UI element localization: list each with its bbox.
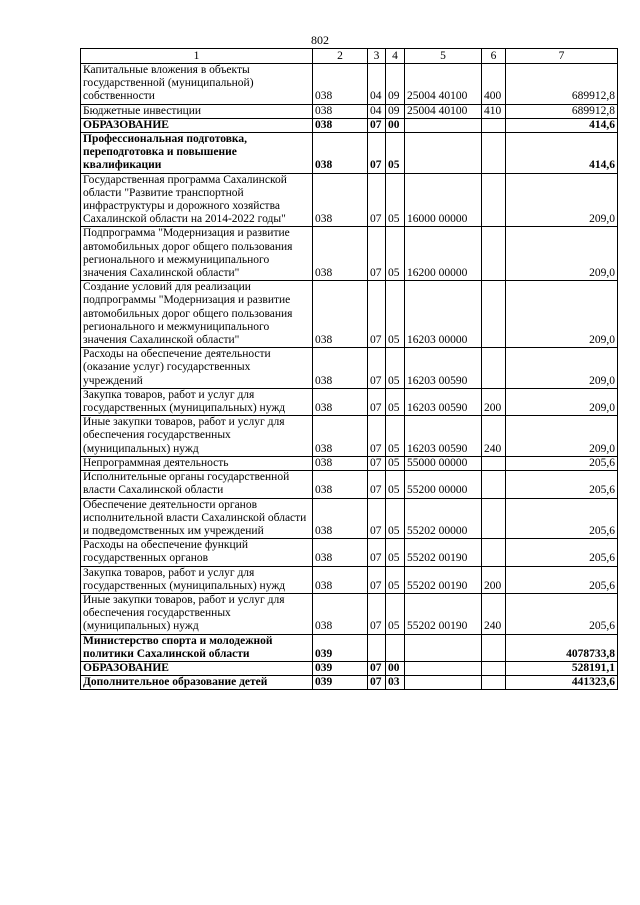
row-target-article xyxy=(405,634,482,661)
row-subsection: 05 xyxy=(386,471,405,498)
row-expense-type: 410 xyxy=(482,104,506,118)
row-expense-type xyxy=(482,118,506,132)
row-amount: 205,6 xyxy=(506,566,618,593)
row-subsection: 09 xyxy=(386,64,405,105)
row-name: Исполнительные органы государственной власти Сахалинской области xyxy=(81,471,313,498)
row-expense-type: 200 xyxy=(482,388,506,415)
row-subsection: 05 xyxy=(386,566,405,593)
row-subsection: 09 xyxy=(386,104,405,118)
row-code: 039 xyxy=(313,661,368,675)
row-target-article: 16203 00590 xyxy=(405,348,482,389)
row-expense-type: 240 xyxy=(482,416,506,457)
row-section: 07 xyxy=(368,388,386,415)
row-amount: 205,6 xyxy=(506,498,618,539)
table-row xyxy=(81,173,618,227)
row-subsection: 05 xyxy=(386,593,405,634)
row-amount: 528191,1 xyxy=(506,661,618,675)
row-amount: 4078733,8 xyxy=(506,634,618,661)
row-amount: 441323,6 xyxy=(506,676,618,690)
row-code: 038 xyxy=(313,133,368,174)
row-subsection: 03 xyxy=(386,676,405,690)
row-subsection: 05 xyxy=(386,456,405,470)
row-subsection: 05 xyxy=(386,416,405,457)
table-row xyxy=(81,498,618,539)
row-name: Расходы на обеспечение функций государственных органов xyxy=(81,539,313,566)
row-subsection: 05 xyxy=(386,539,405,566)
row-target-article: 16200 00000 xyxy=(405,227,482,281)
row-expense-type xyxy=(482,661,506,675)
row-name: Министерство спорта и молодежной политики Сахалинской области xyxy=(81,634,313,661)
row-target-article: 55202 00190 xyxy=(405,566,482,593)
row-target-article: 16203 00000 xyxy=(405,281,482,348)
row-code: 038 xyxy=(313,498,368,539)
row-section: 07 xyxy=(368,676,386,690)
row-code: 038 xyxy=(313,227,368,281)
row-name: Расходы на обеспечение деятельности (оказание услуг) государственных учреждений xyxy=(81,348,313,389)
row-subsection xyxy=(386,634,405,661)
row-expense-type xyxy=(482,348,506,389)
budget-table xyxy=(80,48,618,690)
header-col-3: 3 xyxy=(368,49,386,64)
row-expense-type xyxy=(482,456,506,470)
row-expense-type xyxy=(482,133,506,174)
row-section: 04 xyxy=(368,64,386,105)
table-row xyxy=(81,227,618,281)
row-target-article: 55200 00000 xyxy=(405,471,482,498)
row-expense-type xyxy=(482,676,506,690)
header-col-7: 7 xyxy=(506,49,618,64)
row-target-article: 55202 00000 xyxy=(405,498,482,539)
row-section: 04 xyxy=(368,104,386,118)
table-row xyxy=(81,348,618,389)
row-section: 07 xyxy=(368,456,386,470)
row-section: 07 xyxy=(368,133,386,174)
row-target-article xyxy=(405,118,482,132)
table-row xyxy=(81,471,618,498)
row-target-article xyxy=(405,661,482,675)
row-code: 038 xyxy=(313,456,368,470)
table-row xyxy=(81,133,618,174)
header-col-5: 5 xyxy=(405,49,482,64)
row-section: 07 xyxy=(368,661,386,675)
row-subsection: 05 xyxy=(386,227,405,281)
row-target-article: 16000 00000 xyxy=(405,173,482,227)
row-code: 038 xyxy=(313,281,368,348)
row-section xyxy=(368,634,386,661)
row-expense-type xyxy=(482,539,506,566)
row-amount: 205,6 xyxy=(506,456,618,470)
row-name: Иные закупки товаров, работ и услуг для обеспечения государственных (муниципальных) нужд xyxy=(81,593,313,634)
row-amount: 209,0 xyxy=(506,227,618,281)
row-code: 038 xyxy=(313,348,368,389)
row-name: Бюджетные инвестиции xyxy=(81,104,313,118)
table-row xyxy=(81,104,618,118)
row-code: 038 xyxy=(313,104,368,118)
row-section: 07 xyxy=(368,566,386,593)
row-target-article: 16203 00590 xyxy=(405,416,482,457)
row-expense-type xyxy=(482,173,506,227)
row-amount: 689912,8 xyxy=(506,64,618,105)
header-row xyxy=(81,49,618,64)
row-name: Капитальные вложения в объекты государственной (муниципальной) собственности xyxy=(81,64,313,105)
row-section: 07 xyxy=(368,173,386,227)
row-target-article xyxy=(405,133,482,174)
row-expense-type: 240 xyxy=(482,593,506,634)
row-name: Профессиональная подготовка, переподготовка и повышение квалификации xyxy=(81,133,313,174)
row-name: Создание условий для реализации подпрограммы "Модернизация и развитие автомобильных дорог общего пользования регионального и межмуниципального значения Сахалинской области" xyxy=(81,281,313,348)
row-subsection: 00 xyxy=(386,118,405,132)
row-name: Дополнительное образование детей xyxy=(81,676,313,690)
table-row xyxy=(81,539,618,566)
row-amount: 205,6 xyxy=(506,539,618,566)
row-code: 038 xyxy=(313,118,368,132)
table-row xyxy=(81,281,618,348)
row-section: 07 xyxy=(368,471,386,498)
row-section: 07 xyxy=(368,539,386,566)
header-col-4: 4 xyxy=(386,49,405,64)
row-section: 07 xyxy=(368,593,386,634)
row-name: ОБРАЗОВАНИЕ xyxy=(81,118,313,132)
table-row xyxy=(81,416,618,457)
row-amount: 205,6 xyxy=(506,593,618,634)
row-section: 07 xyxy=(368,281,386,348)
page-number: 802 xyxy=(311,33,329,47)
header-col-1: 1 xyxy=(81,49,313,64)
row-name: ОБРАЗОВАНИЕ xyxy=(81,661,313,675)
table-row xyxy=(81,388,618,415)
row-target-article: 55000 00000 xyxy=(405,456,482,470)
row-subsection: 05 xyxy=(386,348,405,389)
table-row xyxy=(81,634,618,661)
row-expense-type: 200 xyxy=(482,566,506,593)
table-row xyxy=(81,661,618,675)
row-expense-type xyxy=(482,471,506,498)
row-code: 038 xyxy=(313,539,368,566)
row-section: 07 xyxy=(368,118,386,132)
row-name: Подпрограмма "Модернизация и развитие автомобильных дорог общего пользования регионального и межмуниципального значения Сахалинской области" xyxy=(81,227,313,281)
row-code: 038 xyxy=(313,566,368,593)
row-name: Закупка товаров, работ и услуг для государственных (муниципальных) нужд xyxy=(81,566,313,593)
header-col-6: 6 xyxy=(482,49,506,64)
row-code: 038 xyxy=(313,388,368,415)
row-amount: 209,0 xyxy=(506,388,618,415)
row-expense-type xyxy=(482,227,506,281)
row-expense-type: 400 xyxy=(482,64,506,105)
row-amount: 689912,8 xyxy=(506,104,618,118)
row-code: 039 xyxy=(313,676,368,690)
row-expense-type xyxy=(482,498,506,539)
row-amount: 209,0 xyxy=(506,173,618,227)
row-target-article: 25004 40100 xyxy=(405,104,482,118)
row-expense-type xyxy=(482,281,506,348)
row-amount: 209,0 xyxy=(506,348,618,389)
row-name: Обеспечение деятельности органов исполнительной власти Сахалинской области и подведомственных им учреждений xyxy=(81,498,313,539)
table-row xyxy=(81,456,618,470)
row-section: 07 xyxy=(368,348,386,389)
row-code: 038 xyxy=(313,471,368,498)
row-subsection: 05 xyxy=(386,388,405,415)
row-subsection: 05 xyxy=(386,133,405,174)
row-expense-type xyxy=(482,634,506,661)
row-name: Иные закупки товаров, работ и услуг для обеспечения государственных (муниципальных) нужд xyxy=(81,416,313,457)
row-target-article: 16203 00590 xyxy=(405,388,482,415)
table-row xyxy=(81,118,618,132)
row-target-article: 55202 00190 xyxy=(405,539,482,566)
row-target-article: 55202 00190 xyxy=(405,593,482,634)
table-row xyxy=(81,64,618,105)
row-name: Непрограммная деятельность xyxy=(81,456,313,470)
row-name: Закупка товаров, работ и услуг для государственных (муниципальных) нужд xyxy=(81,388,313,415)
table-row xyxy=(81,566,618,593)
row-amount: 414,6 xyxy=(506,133,618,174)
row-section: 07 xyxy=(368,227,386,281)
row-code: 038 xyxy=(313,173,368,227)
row-amount: 209,0 xyxy=(506,416,618,457)
row-section: 07 xyxy=(368,416,386,457)
table-row xyxy=(81,593,618,634)
row-code: 038 xyxy=(313,64,368,105)
row-subsection: 05 xyxy=(386,173,405,227)
row-code: 038 xyxy=(313,593,368,634)
row-amount: 209,0 xyxy=(506,281,618,348)
row-subsection: 05 xyxy=(386,281,405,348)
header-col-2: 2 xyxy=(313,49,368,64)
row-name: Государственная программа Сахалинской области "Развитие транспортной инфраструктуры и дорожного хозяйства Сахалинской области на 2014-2022 годы" xyxy=(81,173,313,227)
row-code: 038 xyxy=(313,416,368,457)
row-section: 07 xyxy=(368,498,386,539)
row-amount: 414,6 xyxy=(506,118,618,132)
row-code: 039 xyxy=(313,634,368,661)
row-amount: 205,6 xyxy=(506,471,618,498)
row-target-article xyxy=(405,676,482,690)
table-row xyxy=(81,676,618,690)
row-subsection: 05 xyxy=(386,498,405,539)
row-target-article: 25004 40100 xyxy=(405,64,482,105)
row-subsection: 00 xyxy=(386,661,405,675)
